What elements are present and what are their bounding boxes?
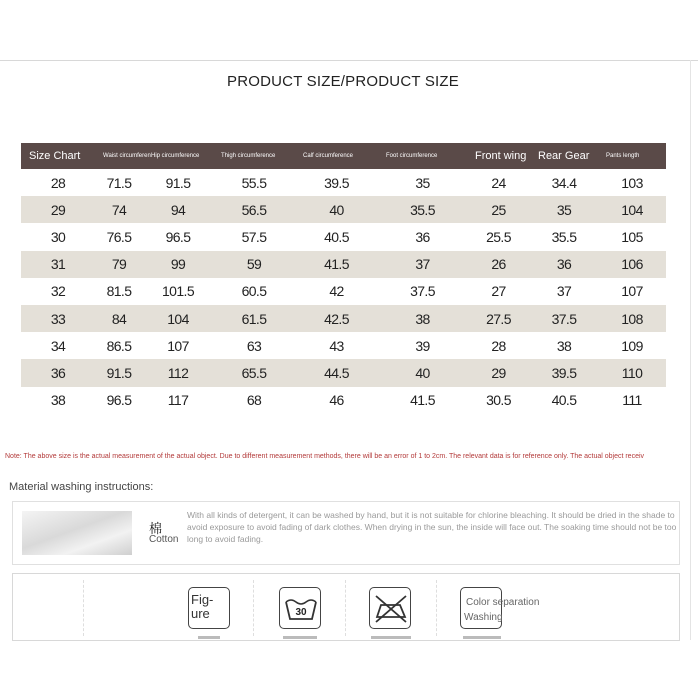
size-cell: 55.5 bbox=[241, 174, 267, 191]
size-cell: 110 bbox=[598, 359, 666, 386]
size-cell: 28 bbox=[491, 337, 506, 354]
size-cell: 107 bbox=[621, 283, 643, 300]
size-cell: 32 bbox=[50, 283, 66, 300]
size-cell: 37.5 bbox=[410, 283, 435, 300]
size-cell: 31 bbox=[21, 251, 95, 278]
size-cell: 37.5 bbox=[530, 305, 598, 332]
size-cell: 107 bbox=[167, 337, 189, 354]
size-cell: 63 bbox=[246, 337, 262, 354]
size-cell: 91.5 bbox=[95, 359, 143, 386]
size-cell: 24 bbox=[491, 174, 506, 191]
washing-title: Material washing instructions: bbox=[9, 481, 154, 493]
size-cell: 104 bbox=[598, 196, 666, 223]
size-cell: 103 bbox=[621, 174, 643, 191]
size-cell: 81.5 bbox=[106, 283, 132, 300]
size-cell: 40 bbox=[378, 359, 467, 386]
size-cell: 40.5 bbox=[324, 228, 349, 245]
size-cell: 74 bbox=[95, 196, 143, 223]
iron-crossed-icon bbox=[370, 588, 412, 630]
size-cell: 57.5 bbox=[241, 228, 267, 245]
size-row bbox=[21, 278, 666, 305]
size-cell: 68 bbox=[246, 392, 262, 409]
size-cell: 33 bbox=[21, 305, 95, 332]
size-cell: 42 bbox=[329, 283, 344, 300]
size-cell: 59 bbox=[213, 251, 295, 278]
size-cell: 39.5 bbox=[530, 359, 598, 386]
size-cell: 76.5 bbox=[106, 228, 132, 245]
header-pants-length: Pants length bbox=[598, 143, 666, 169]
care-caption-fragment bbox=[371, 636, 411, 639]
size-chart-header-row bbox=[21, 143, 666, 169]
size-cell: 37 bbox=[378, 251, 467, 278]
size-cell: 34.4 bbox=[551, 174, 577, 191]
size-cell: 94 bbox=[143, 196, 213, 223]
size-cell: 108 bbox=[598, 305, 666, 332]
size-cell: 91.5 bbox=[165, 174, 191, 191]
size-cell: 40 bbox=[295, 196, 378, 223]
size-cell: 34 bbox=[50, 337, 66, 354]
care-divider bbox=[436, 580, 437, 636]
size-cell: 86.5 bbox=[106, 337, 132, 354]
wash-tub-icon bbox=[280, 588, 322, 630]
material-chinese: 棉 bbox=[149, 521, 163, 536]
top-divider bbox=[0, 60, 698, 61]
size-cell: 46 bbox=[329, 392, 344, 409]
material-panel bbox=[12, 501, 680, 565]
figure-tag-icon bbox=[188, 587, 230, 629]
size-cell: 112 bbox=[143, 359, 213, 386]
size-cell: 61.5 bbox=[213, 305, 295, 332]
size-cell: 79 bbox=[95, 251, 143, 278]
care-caption-fragment bbox=[198, 636, 220, 639]
size-cell: 104 bbox=[143, 305, 213, 332]
header-waist: Waist circumferen bbox=[95, 143, 143, 169]
color-separation-line2: Washing bbox=[464, 612, 503, 623]
right-divider bbox=[690, 60, 691, 640]
size-cell: 27 bbox=[491, 283, 506, 300]
size-cell: 84 bbox=[95, 305, 143, 332]
size-row bbox=[21, 305, 666, 332]
size-row bbox=[21, 196, 666, 223]
care-icons-panel bbox=[12, 573, 680, 641]
care-divider bbox=[253, 580, 254, 636]
size-cell: 29 bbox=[21, 196, 95, 223]
fabric-swatch bbox=[22, 511, 132, 555]
size-cell: 101.5 bbox=[161, 283, 195, 300]
size-cell: 65.5 bbox=[213, 359, 295, 386]
size-cell: 39.5 bbox=[324, 174, 349, 191]
size-cell: 71.5 bbox=[106, 174, 132, 191]
color-separation-line1: Color separation bbox=[466, 597, 540, 608]
size-cell: 38 bbox=[50, 392, 66, 409]
size-cell: 109 bbox=[621, 337, 643, 354]
header-thigh: Thigh circumference bbox=[213, 143, 295, 169]
size-cell: 106 bbox=[598, 251, 666, 278]
size-cell: 30.5 bbox=[486, 392, 511, 409]
measurement-note: Note: The above size is the actual measurement of the actual object. Due to different measurement methods, there will be an error of 1 to 2cm. The relevant data is for reference only. The actual object receiv bbox=[5, 453, 645, 460]
material-label: Cotton bbox=[149, 534, 179, 545]
size-cell: 43 bbox=[329, 337, 344, 354]
header-calf: Calf circumference bbox=[295, 143, 378, 169]
size-cell: 38 bbox=[378, 305, 467, 332]
care-divider bbox=[345, 580, 346, 636]
wash-30-icon bbox=[279, 587, 321, 629]
size-cell: 30 bbox=[50, 228, 66, 245]
page-title: PRODUCT SIZE/PRODUCT SIZE bbox=[227, 73, 459, 90]
header-size-chart: Size Chart bbox=[21, 143, 95, 169]
size-cell: 39 bbox=[415, 337, 430, 354]
size-cell: 37 bbox=[556, 283, 572, 300]
size-cell: 36 bbox=[530, 251, 598, 278]
wash-temp-label: 30 bbox=[295, 607, 307, 618]
size-cell: 60.5 bbox=[241, 283, 267, 300]
size-cell: 117 bbox=[167, 392, 189, 409]
size-cell: 99 bbox=[143, 251, 213, 278]
header-front-wing: Front wing bbox=[467, 143, 530, 169]
size-row bbox=[21, 169, 666, 196]
size-row bbox=[21, 359, 666, 386]
size-cell: 26 bbox=[467, 251, 530, 278]
size-cell: 25.5 bbox=[486, 228, 511, 245]
size-row bbox=[21, 251, 666, 278]
size-cell: 36 bbox=[415, 228, 430, 245]
size-cell: 25 bbox=[467, 196, 530, 223]
size-cell: 27.5 bbox=[467, 305, 530, 332]
size-cell: 44.5 bbox=[295, 359, 378, 386]
care-caption-fragment bbox=[283, 636, 317, 639]
size-cell: 35 bbox=[415, 174, 430, 191]
header-rear-gear: Rear Gear bbox=[530, 143, 598, 169]
size-cell: 29 bbox=[467, 359, 530, 386]
header-hip: Hip circumference bbox=[143, 143, 213, 169]
size-cell: 36 bbox=[21, 359, 95, 386]
size-cell: 105 bbox=[621, 228, 643, 245]
size-cell: 40.5 bbox=[551, 392, 577, 409]
size-cell: 42.5 bbox=[295, 305, 378, 332]
size-cell: 96.5 bbox=[106, 392, 132, 409]
size-row bbox=[21, 223, 666, 250]
size-cell: 41.5 bbox=[410, 392, 435, 409]
care-caption-fragment bbox=[463, 636, 501, 639]
size-row bbox=[21, 332, 666, 359]
size-chart-table bbox=[21, 143, 666, 414]
no-ironing-icon bbox=[369, 587, 411, 629]
size-cell: 96.5 bbox=[165, 228, 191, 245]
size-cell: 28 bbox=[50, 174, 66, 191]
washing-description: With all kinds of detergent, it can be washed by hand, but it is not suitable for chlorine bleaching. It should be dried in the shade to avoid exposure to avoid fading of dark clothes. When drying in the sun, the inside will face out. The soaking time should not be too long to avoid fading. bbox=[187, 510, 677, 544]
size-cell: 38 bbox=[556, 337, 572, 354]
size-cell: 35.5 bbox=[378, 196, 467, 223]
figure-tag-line2: ure bbox=[191, 606, 210, 621]
figure-tag-line1: Fig- bbox=[191, 592, 214, 607]
size-cell: 56.5 bbox=[213, 196, 295, 223]
size-cell: 35.5 bbox=[551, 228, 577, 245]
care-divider bbox=[83, 580, 84, 636]
size-row bbox=[21, 387, 666, 414]
header-foot: Foot circumference bbox=[378, 143, 467, 169]
size-cell: 41.5 bbox=[295, 251, 378, 278]
size-cell: 35 bbox=[530, 196, 598, 223]
size-cell: 111 bbox=[622, 392, 642, 409]
